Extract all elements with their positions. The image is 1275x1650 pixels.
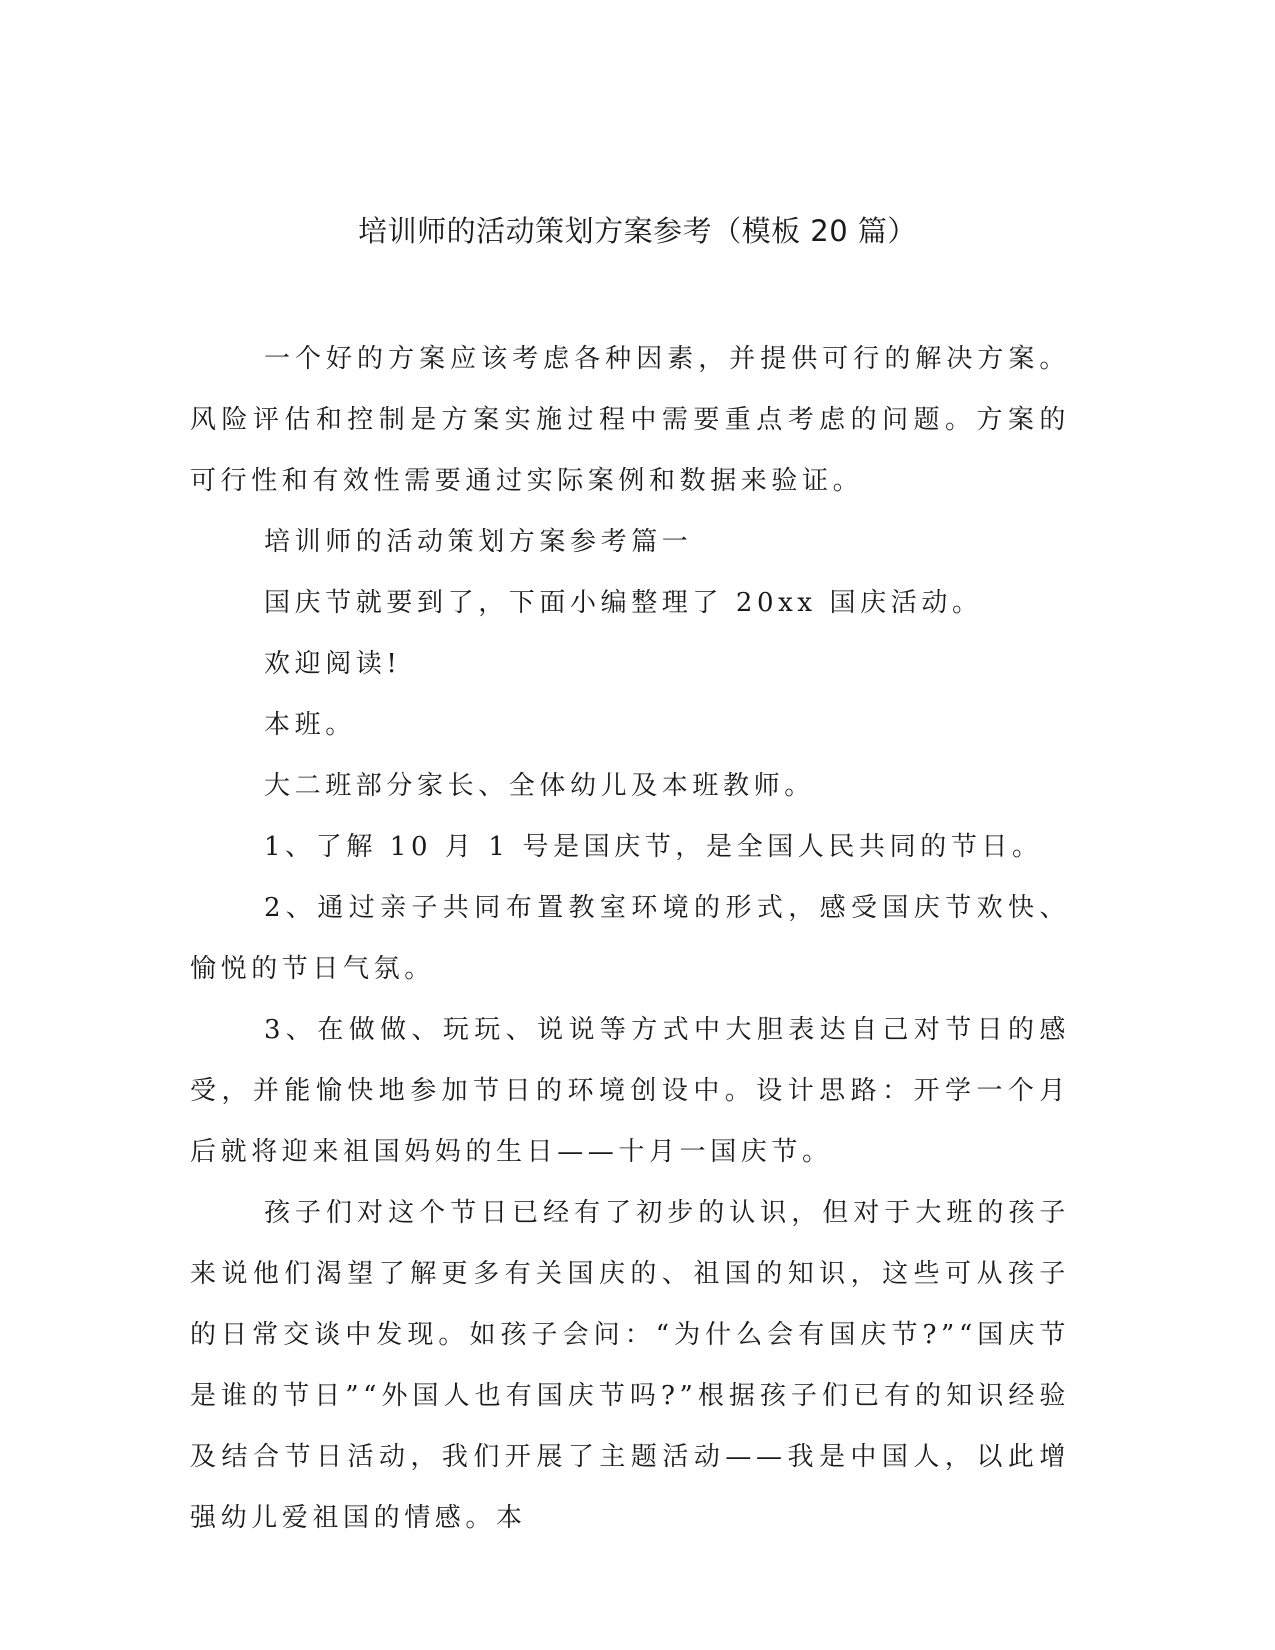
- paragraph: 本班。: [264, 710, 356, 740]
- paragraph-section-heading: 培训师的活动策划方案参考篇一: [264, 527, 693, 557]
- paragraph-intro: 一个好的方案应该考虑各种因素，并提供可行的解决方案。风险评估和控制是方案实施过程中需要重点考虑的问题。方案的可行性和有效性需要通过实际案例和数据来验证。: [190, 344, 1070, 496]
- paragraph: 孩子们对这个节日已经有了初步的认识，但对于大班的孩子来说他们渴望了解更多有关国庆的、祖国的知识，这些可从孩子的日常交谈中发现。如孩子会问：“为什么会有国庆节?”“国庆节是谁的节日”“外国人也有国庆节吗?”根据孩子们已有的知识经验及结合节日活动，我们开展了主题活动——我是中国人，以此增强幼儿爱祖国的情感。本: [190, 1198, 1070, 1533]
- list-item: 3、在做做、玩玩、说说等方式中大胆表达自己对节日的感受，并能愉快地参加节日的环境创设中。设计思路：开学一个月后就将迎来祖国妈妈的生日——十月一国庆节。: [190, 1015, 1070, 1167]
- list-item: 2、通过亲子共同布置教室环境的形式，感受国庆节欢快、愉悦的节日气氛。: [190, 893, 1070, 984]
- paragraph: 国庆节就要到了，下面小编整理了 20xx 国庆活动。: [264, 588, 983, 618]
- paragraph: 大二班部分家长、全体幼儿及本班教师。: [264, 771, 815, 801]
- document-title: 培训师的活动策划方案参考（模板 20 篇）: [358, 214, 917, 248]
- list-item: 1、了解 10 月 1 号是国庆节，是全国人民共同的节日。: [264, 832, 1043, 862]
- document-body: [190, 329, 1070, 1549]
- paragraph: 欢迎阅读!: [264, 649, 402, 679]
